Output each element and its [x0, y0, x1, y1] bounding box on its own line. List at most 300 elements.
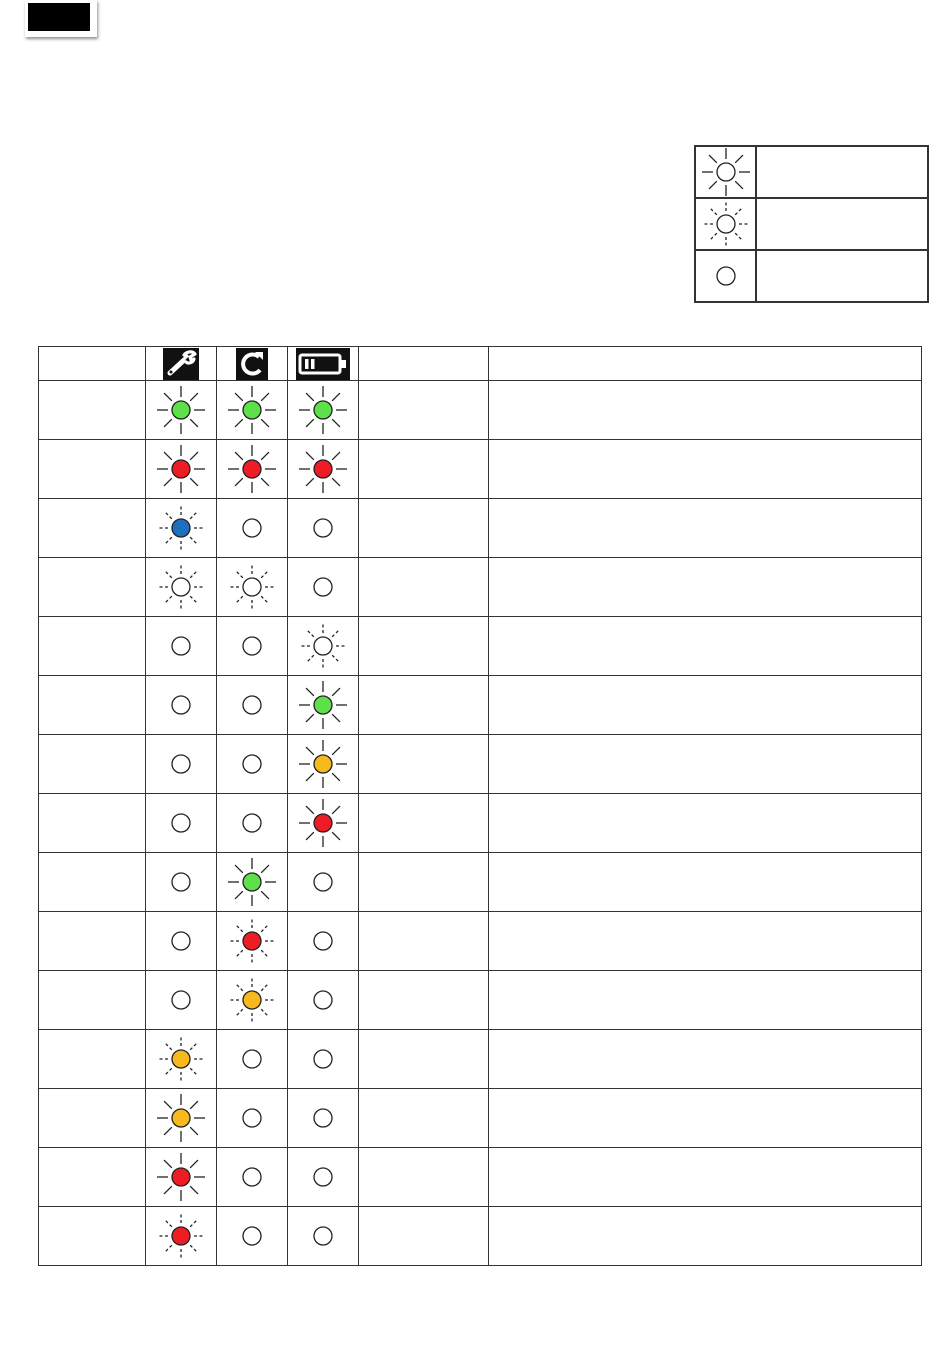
led-ray	[190, 1101, 198, 1109]
row-label	[39, 617, 146, 676]
row-state	[359, 676, 489, 735]
led-ray	[190, 1160, 198, 1168]
led-dot	[172, 401, 190, 419]
wrench-icon	[163, 348, 199, 380]
led-ray	[235, 570, 243, 578]
row-label	[39, 381, 146, 440]
led-ray	[709, 181, 717, 189]
led-dot	[717, 267, 735, 285]
led-cell	[288, 440, 359, 499]
legend-symbol	[695, 146, 756, 198]
led-cell	[146, 617, 217, 676]
wrench-led-icon	[156, 621, 206, 671]
led-cell	[288, 617, 359, 676]
led-dot	[243, 1050, 261, 1068]
battery-led-icon	[298, 798, 348, 848]
led-ray	[190, 393, 198, 401]
led-dot	[172, 873, 190, 891]
led-ray	[261, 596, 269, 604]
row-description	[489, 735, 922, 794]
battery-led-icon	[298, 503, 348, 553]
refresh-led-icon	[227, 680, 277, 730]
table-row	[39, 499, 922, 558]
wrench-led-icon	[156, 385, 206, 435]
battery-led-icon	[298, 1034, 348, 1084]
battery-led-icon	[298, 1211, 348, 1261]
led-ray	[306, 419, 314, 427]
row-state	[359, 1148, 489, 1207]
battery-led-icon	[298, 1093, 348, 1143]
refresh-led-icon	[227, 739, 277, 789]
row-label	[39, 1030, 146, 1089]
refresh-led-icon	[227, 385, 277, 435]
led-cell	[288, 912, 359, 971]
led-dot	[172, 1227, 190, 1245]
led-dot	[314, 755, 332, 773]
led-cell	[288, 499, 359, 558]
led-cell	[217, 558, 288, 617]
led-ray	[235, 924, 243, 932]
header-wrench	[146, 347, 217, 381]
led-ray	[190, 478, 198, 486]
led-ray	[306, 478, 314, 486]
row-label	[39, 735, 146, 794]
led-cell	[288, 853, 359, 912]
led-ray	[235, 1009, 243, 1017]
header-description	[489, 347, 922, 381]
led-legend	[694, 145, 929, 303]
row-description	[489, 676, 922, 735]
row-state	[359, 912, 489, 971]
legend-symbol	[695, 198, 756, 250]
row-description	[489, 558, 922, 617]
led-ray	[332, 773, 340, 781]
battery-led-icon	[298, 916, 348, 966]
row-state	[359, 381, 489, 440]
led-dot	[172, 814, 190, 832]
refresh-led-icon	[227, 1034, 277, 1084]
led-dot	[314, 1109, 332, 1127]
row-state	[359, 853, 489, 912]
wrench-led-icon	[156, 916, 206, 966]
led-ray	[261, 983, 269, 991]
row-state	[359, 1030, 489, 1089]
led-ray	[306, 629, 314, 637]
led-ray	[235, 452, 243, 460]
led-ray	[190, 511, 198, 519]
led-ray	[235, 419, 243, 427]
led-ray	[235, 393, 243, 401]
led-ray	[235, 950, 243, 958]
led-ray	[190, 1219, 198, 1227]
row-description	[489, 912, 922, 971]
led-ray	[164, 1068, 172, 1076]
led-ray	[332, 419, 340, 427]
led-ray	[306, 688, 314, 696]
led-ray	[190, 596, 198, 604]
led-ray	[164, 1186, 172, 1194]
row-description	[489, 381, 922, 440]
led-ray	[235, 983, 243, 991]
led-ray	[164, 1245, 172, 1253]
row-label	[39, 853, 146, 912]
led-ray	[306, 747, 314, 755]
battery-led-icon	[298, 444, 348, 494]
led-dot	[243, 519, 261, 537]
led-ray	[261, 950, 269, 958]
led-cell	[217, 735, 288, 794]
led-dot	[172, 696, 190, 714]
led-dot	[314, 932, 332, 950]
led-dot	[314, 873, 332, 891]
led-ray	[332, 629, 340, 637]
wrench-led-icon	[156, 798, 206, 848]
led-ray	[164, 452, 172, 460]
led-dot	[243, 814, 261, 832]
row-label	[39, 971, 146, 1030]
row-description	[489, 1030, 922, 1089]
led-ray	[261, 419, 269, 427]
table-row	[39, 1207, 922, 1266]
legend-off-icon	[701, 251, 751, 301]
battery-led-icon	[298, 680, 348, 730]
row-state	[359, 1207, 489, 1266]
led-cell	[288, 1207, 359, 1266]
led-ray	[164, 393, 172, 401]
led-cell	[217, 1030, 288, 1089]
table-row	[39, 381, 922, 440]
led-ray	[164, 537, 172, 545]
led-ray	[190, 1068, 198, 1076]
page-number-tab	[25, 0, 97, 37]
wrench-led-icon	[156, 1034, 206, 1084]
row-label	[39, 1148, 146, 1207]
led-dot	[314, 519, 332, 537]
table-row	[39, 971, 922, 1030]
led-dot	[243, 460, 261, 478]
led-status-table	[38, 346, 922, 1266]
legend-flashing-icon	[701, 147, 751, 197]
led-cell	[146, 794, 217, 853]
table-row	[39, 1089, 922, 1148]
refresh-led-icon	[227, 798, 277, 848]
row-description	[489, 617, 922, 676]
row-description	[489, 499, 922, 558]
led-dot	[243, 1168, 261, 1186]
led-cell	[146, 1089, 217, 1148]
led-ray	[332, 747, 340, 755]
led-ray	[190, 1127, 198, 1135]
led-ray	[261, 891, 269, 899]
led-ray	[190, 1245, 198, 1253]
led-ray	[735, 181, 743, 189]
battery-led-icon	[298, 562, 348, 612]
led-cell	[217, 1148, 288, 1207]
row-state	[359, 499, 489, 558]
row-state	[359, 1089, 489, 1148]
led-ray	[235, 865, 243, 873]
legend-symbol	[695, 250, 756, 302]
led-dot	[314, 991, 332, 1009]
led-ray	[306, 714, 314, 722]
legend-text	[756, 146, 928, 198]
table-row	[39, 676, 922, 735]
battery-led-icon	[298, 739, 348, 789]
wrench-led-icon	[156, 857, 206, 907]
refresh-led-icon	[227, 857, 277, 907]
header-state	[359, 347, 489, 381]
header-mode	[39, 347, 146, 381]
refresh-led-icon	[227, 503, 277, 553]
row-label	[39, 558, 146, 617]
table-row	[39, 794, 922, 853]
led-cell	[217, 440, 288, 499]
led-dot	[243, 1227, 261, 1245]
led-ray	[332, 478, 340, 486]
led-cell	[288, 381, 359, 440]
led-ray	[306, 393, 314, 401]
table-row	[39, 440, 922, 499]
led-ray	[261, 865, 269, 873]
led-ray	[235, 596, 243, 604]
led-cell	[146, 1148, 217, 1207]
row-state	[359, 971, 489, 1030]
battery-led-icon	[298, 857, 348, 907]
wrench-led-icon	[156, 680, 206, 730]
led-ray	[735, 155, 743, 163]
row-description	[489, 853, 922, 912]
led-ray	[306, 452, 314, 460]
row-label	[39, 794, 146, 853]
led-cell	[146, 971, 217, 1030]
refresh-icon	[236, 348, 268, 380]
led-ray	[261, 924, 269, 932]
wrench-led-icon	[156, 975, 206, 1025]
led-ray	[164, 1160, 172, 1168]
led-dot	[243, 932, 261, 950]
led-cell	[146, 735, 217, 794]
row-state	[359, 617, 489, 676]
led-dot	[243, 578, 261, 596]
led-ray	[735, 207, 743, 215]
led-ray	[164, 1127, 172, 1135]
led-ray	[332, 688, 340, 696]
led-cell	[146, 381, 217, 440]
row-label	[39, 1207, 146, 1266]
row-label	[39, 440, 146, 499]
led-dot	[314, 460, 332, 478]
led-cell	[288, 1148, 359, 1207]
led-dot	[172, 932, 190, 950]
led-ray	[332, 655, 340, 663]
led-cell	[217, 971, 288, 1030]
table-header-row	[39, 347, 922, 381]
led-dot	[314, 814, 332, 832]
led-dot	[314, 578, 332, 596]
led-cell	[146, 1207, 217, 1266]
battery-led-icon	[298, 621, 348, 671]
led-cell	[288, 1089, 359, 1148]
table-row	[39, 1030, 922, 1089]
led-ray	[164, 570, 172, 578]
led-ray	[190, 452, 198, 460]
led-ray	[261, 570, 269, 578]
led-ray	[306, 806, 314, 814]
led-cell	[146, 853, 217, 912]
wrench-led-icon	[156, 503, 206, 553]
row-description	[489, 1207, 922, 1266]
row-state	[359, 794, 489, 853]
refresh-led-icon	[227, 562, 277, 612]
led-cell	[217, 1089, 288, 1148]
legend-row	[695, 198, 928, 250]
led-cell	[217, 1207, 288, 1266]
led-ray	[190, 419, 198, 427]
led-cell	[217, 499, 288, 558]
legend-text	[756, 198, 928, 250]
led-cell	[146, 912, 217, 971]
led-cell	[288, 971, 359, 1030]
refresh-led-icon	[227, 444, 277, 494]
led-cell	[288, 558, 359, 617]
led-dot	[172, 460, 190, 478]
header-refresh	[217, 347, 288, 381]
led-dot	[172, 519, 190, 537]
led-dot	[243, 1109, 261, 1127]
row-label	[39, 676, 146, 735]
table-row	[39, 735, 922, 794]
led-ray	[190, 570, 198, 578]
led-cell	[217, 381, 288, 440]
legend-row	[695, 146, 928, 198]
row-state	[359, 558, 489, 617]
led-ray	[332, 832, 340, 840]
led-cell	[217, 853, 288, 912]
led-ray	[709, 207, 717, 215]
led-cell	[288, 676, 359, 735]
led-ray	[164, 419, 172, 427]
led-ray	[332, 714, 340, 722]
led-dot	[314, 401, 332, 419]
wrench-led-icon	[156, 562, 206, 612]
led-cell	[146, 1030, 217, 1089]
wrench-led-icon	[156, 1093, 206, 1143]
led-ray	[306, 773, 314, 781]
led-ray	[164, 1042, 172, 1050]
refresh-led-icon	[227, 1152, 277, 1202]
led-ray	[164, 478, 172, 486]
led-ray	[164, 596, 172, 604]
battery-led-icon	[298, 1152, 348, 1202]
led-cell	[217, 794, 288, 853]
led-cell	[288, 794, 359, 853]
led-dot	[717, 163, 735, 181]
led-dot	[243, 401, 261, 419]
led-ray	[164, 1101, 172, 1109]
led-cell	[146, 558, 217, 617]
led-dot	[717, 215, 735, 233]
led-dot	[314, 1227, 332, 1245]
refresh-led-icon	[227, 1093, 277, 1143]
legend-blinking-slow-icon	[701, 199, 751, 249]
led-ray	[261, 1009, 269, 1017]
row-description	[489, 440, 922, 499]
row-description	[489, 794, 922, 853]
led-dot	[314, 696, 332, 714]
led-ray	[306, 655, 314, 663]
row-label	[39, 1089, 146, 1148]
row-description	[489, 1089, 922, 1148]
legend-text	[756, 250, 928, 302]
led-ray	[261, 478, 269, 486]
led-dot	[243, 991, 261, 1009]
header-battery	[288, 347, 359, 381]
row-label	[39, 499, 146, 558]
row-label	[39, 912, 146, 971]
led-dot	[172, 1050, 190, 1068]
table-row	[39, 853, 922, 912]
led-ray	[190, 1186, 198, 1194]
led-dot	[172, 637, 190, 655]
wrench-led-icon	[156, 739, 206, 789]
led-dot	[172, 1168, 190, 1186]
wrench-led-icon	[156, 444, 206, 494]
led-ray	[332, 393, 340, 401]
led-ray	[735, 233, 743, 241]
led-ray	[709, 233, 717, 241]
led-dot	[314, 637, 332, 655]
row-state	[359, 735, 489, 794]
refresh-led-icon	[227, 1211, 277, 1261]
led-ray	[261, 393, 269, 401]
table-row	[39, 1148, 922, 1207]
led-dot	[314, 1050, 332, 1068]
led-ray	[190, 537, 198, 545]
led-dot	[314, 1168, 332, 1186]
row-state	[359, 440, 489, 499]
led-dot	[172, 755, 190, 773]
led-cell	[146, 676, 217, 735]
battery-icon	[296, 348, 350, 380]
refresh-led-icon	[227, 975, 277, 1025]
refresh-led-icon	[227, 916, 277, 966]
led-dot	[172, 1109, 190, 1127]
led-cell	[288, 1030, 359, 1089]
led-dot	[172, 991, 190, 1009]
led-ray	[261, 452, 269, 460]
led-ray	[235, 478, 243, 486]
page-number-marker	[28, 3, 90, 31]
led-cell	[217, 676, 288, 735]
table-row	[39, 617, 922, 676]
led-dot	[172, 578, 190, 596]
table-row	[39, 912, 922, 971]
wrench-led-icon	[156, 1211, 206, 1261]
led-ray	[332, 806, 340, 814]
led-ray	[164, 1219, 172, 1227]
row-description	[489, 971, 922, 1030]
led-dot	[243, 755, 261, 773]
led-cell	[217, 912, 288, 971]
led-ray	[709, 155, 717, 163]
led-ray	[190, 1042, 198, 1050]
led-ray	[306, 832, 314, 840]
led-ray	[332, 452, 340, 460]
led-dot	[243, 637, 261, 655]
led-dot	[243, 696, 261, 714]
refresh-led-icon	[227, 621, 277, 671]
led-ray	[164, 511, 172, 519]
